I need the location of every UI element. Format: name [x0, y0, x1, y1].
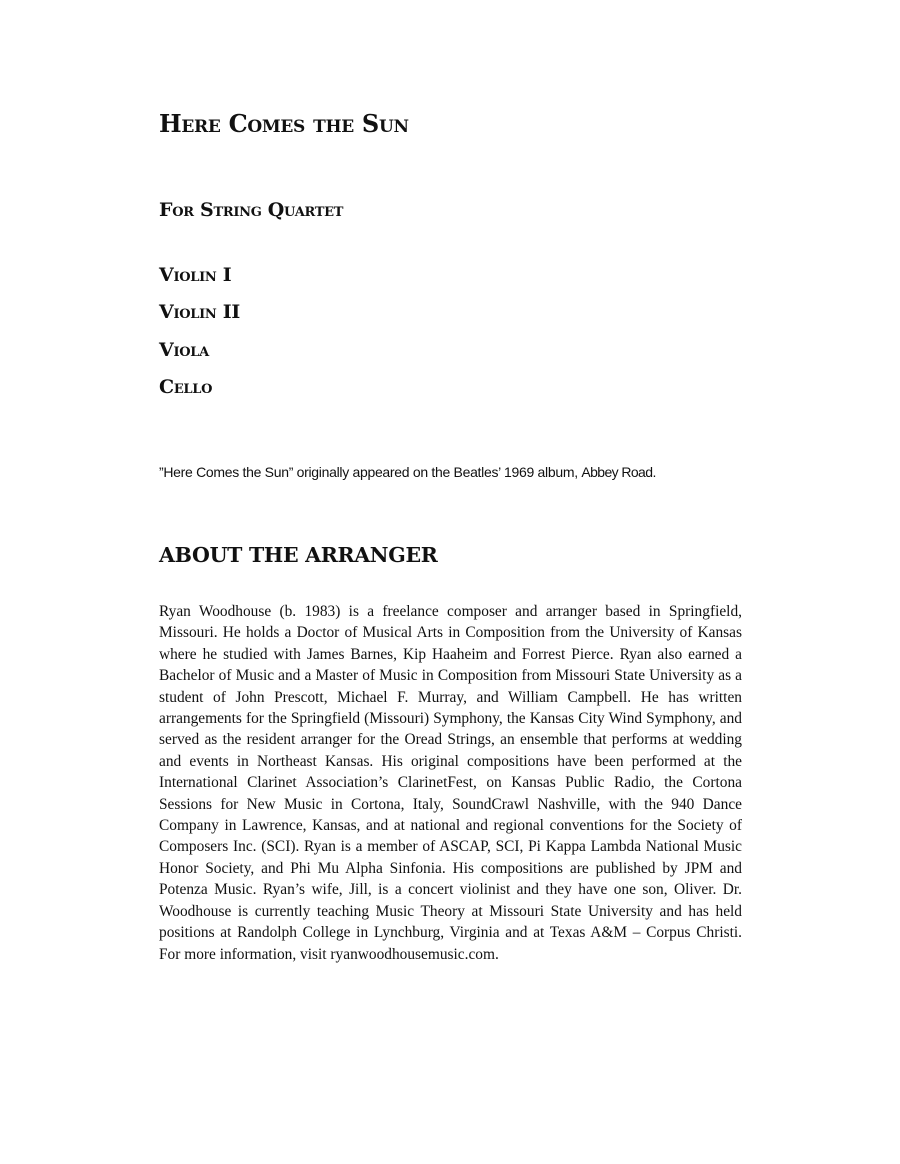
arranger-biography: Ryan Woodhouse (b. 1983) is a freelance composer and arranger based in Springfield, Missouri. He holds a Doctor of Musical Arts in Composition from the University of Kansas where he studied with James Barnes, Kip Haaheim and Forrest Pierce. Ryan also earned a Bachelor of Music and a Master of Music in Composition from Missouri State University as a student of John Prescott, Michael F. Murray, and William Campbell. He has written arrangements for the Springfield (Missouri) Symphony, the Kansas City Wind Symphony, and served as the resident arranger for the Oread Strings, an ensemble that performs at wedding and events in Northeast Kansas. His original compositions have been performed at the International Clarinet Association’s ClarinetFest, on Kansas Public Radio, the Cortona Sessions for New Music in Cortona, Italy, SoundCrawl Nashville, with the 940 Dance Company in Lawrence, Kansas, and at national and regional conventions for the Society of Composers Inc. (SCI). Ryan is a member of ASCAP, SCI, Pi Kappa Lambda National Music Honor Society, and Phi Mu Alpha Sinfonia. His compositions are published by JPM and Potenza Music. Ryan’s wife, Jill, is a concert violinist and they have one son, Oliver. Dr. Woodhouse is currently teaching Music Theory at Missouri State University and has held positions at Randolph College in Lynchburg, Virginia and at Texas A&M – Corpus Christi. For more information, visit ryanwoodhousemusic.com. [159, 603, 742, 963]
origin-note-text: ”Here Comes the Sun” originally appeared on the Beatles’ 1969 album, [159, 464, 582, 480]
origin-note [159, 462, 656, 482]
origin-note-end: . [652, 464, 657, 480]
part-cello: Cello [159, 375, 213, 398]
instrument-parts-list [159, 260, 240, 409]
part-viola: Viola [159, 338, 209, 361]
about-arranger-heading: ABOUT THE ARRANGER [159, 543, 438, 567]
part-violin-2: Violin II [159, 301, 240, 324]
part-violin-1: Violin I [159, 264, 232, 286]
album-title: Abbey Road [581, 464, 653, 480]
piece-subtitle: For String Quartet [159, 199, 344, 221]
piece-title: Here Comes the Sun [159, 109, 409, 138]
